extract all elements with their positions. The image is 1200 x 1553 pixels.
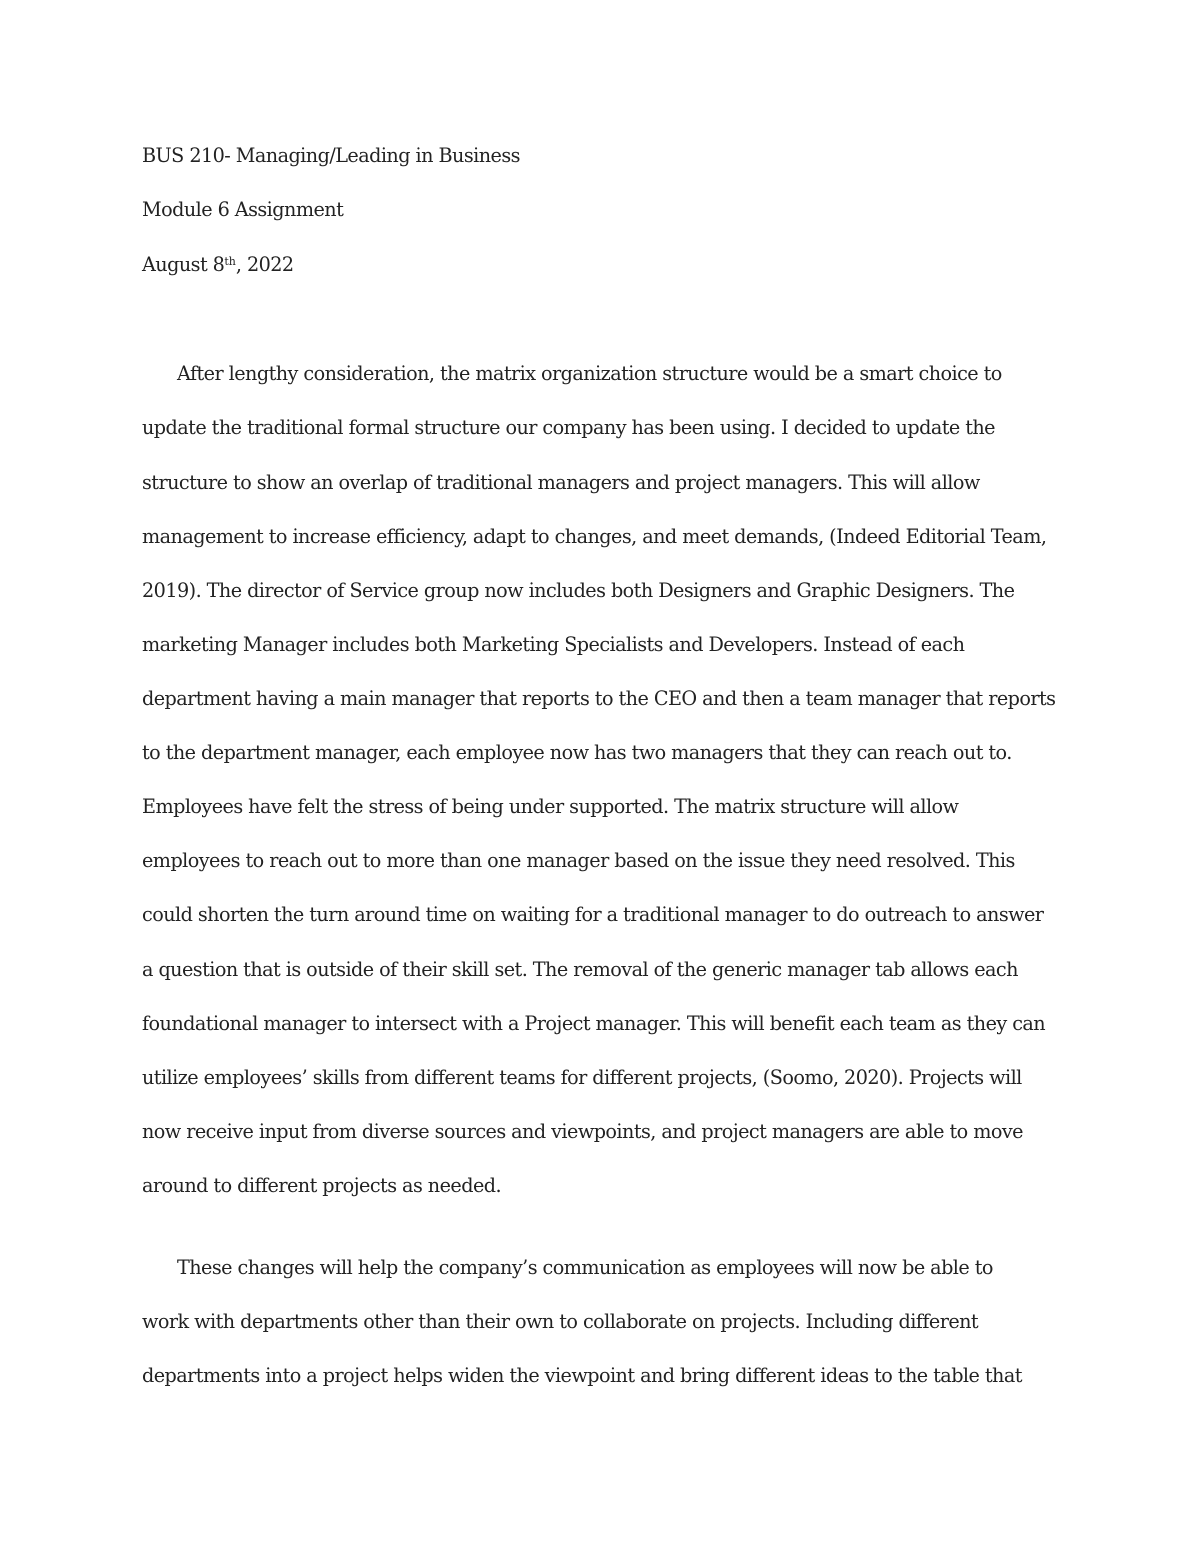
paragraph-1-line: now receive input from diverse sources and viewpoints, and project managers are able to move bbox=[142, 1120, 1023, 1143]
paragraph-1-line: utilize employees’ skills from different teams for different projects, (Soomo, 2020). Projects will bbox=[142, 1066, 1022, 1089]
paragraph-1-line: marketing Manager includes both Marketing Specialists and Developers. Instead of each bbox=[142, 633, 965, 656]
paragraph-1-line: update the traditional formal structure our company has been using. I decided to update the bbox=[142, 416, 995, 439]
paragraph-1-line: around to different projects as needed. bbox=[142, 1174, 502, 1197]
paragraph-2-line: These changes will help the company’s communication as employees will now be able to bbox=[177, 1256, 993, 1279]
paragraph-2-line: departments into a project helps widen the viewpoint and bring different ideas to the table that bbox=[142, 1364, 1022, 1387]
date-month-day: August 8 bbox=[142, 253, 225, 276]
paragraph-1-line: a question that is outside of their skill set. The removal of the generic manager tab allows each bbox=[142, 958, 1018, 981]
paragraph-1-line: could shorten the turn around time on waiting for a traditional manager to do outreach to answer bbox=[142, 903, 1044, 926]
paragraph-1-line: 2019). The director of Service group now includes both Designers and Graphic Designers. The bbox=[142, 579, 1015, 602]
date-suffix: th bbox=[224, 255, 236, 268]
date-year: , 2022 bbox=[235, 253, 294, 276]
course-title: BUS 210- Managing/Leading in Business bbox=[142, 144, 520, 167]
assignment-date bbox=[142, 253, 294, 277]
paragraph-1-line: management to increase efficiency, adapt to changes, and meet demands, (Indeed Editorial Team, bbox=[142, 525, 1047, 548]
paragraph-1-line: employees to reach out to more than one manager based on the issue they need resolved. This bbox=[142, 849, 1015, 872]
paragraph-1-line: structure to show an overlap of traditional managers and project managers. This will allow bbox=[142, 471, 980, 494]
paragraph-1-line: Employees have felt the stress of being under supported. The matrix structure will allow bbox=[142, 795, 959, 818]
paragraph-1-line: department having a main manager that reports to the CEO and then a team manager that reports bbox=[142, 687, 1056, 710]
paragraph-1-line: After lengthy consideration, the matrix organization structure would be a smart choice to bbox=[177, 362, 1002, 385]
paragraph-1-line: to the department manager, each employee now has two managers that they can reach out to. bbox=[142, 741, 1012, 764]
assignment-title: Module 6 Assignment bbox=[142, 198, 344, 221]
paragraph-1-line: foundational manager to intersect with a Project manager. This will benefit each team as they can bbox=[142, 1012, 1046, 1035]
paragraph-2-line: work with departments other than their own to collaborate on projects. Including different bbox=[142, 1310, 979, 1333]
